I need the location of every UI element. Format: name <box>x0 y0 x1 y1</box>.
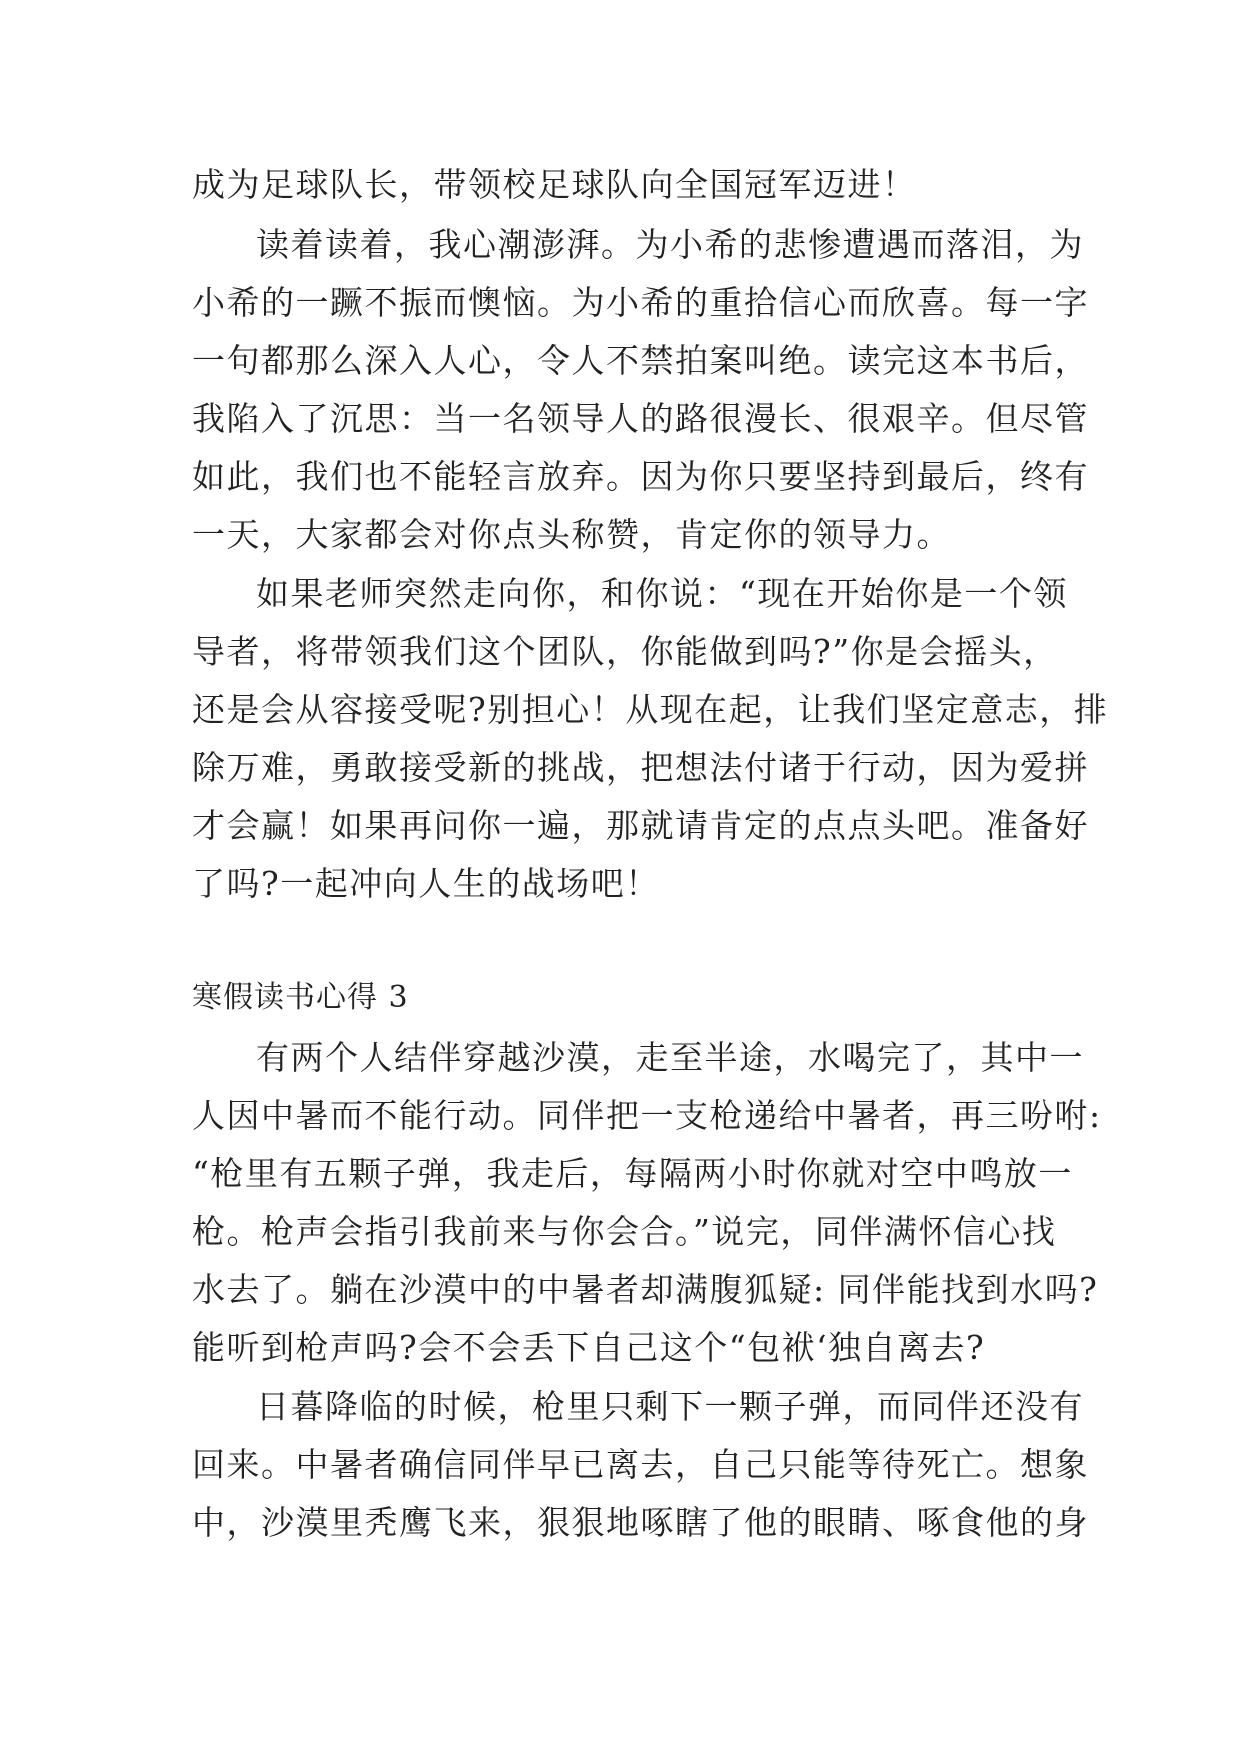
text-line: 枪。枪声会指引我前来与你会合。”说完，同伴满怀信心找 <box>192 1212 1057 1251</box>
text-line: 除万难，勇敢接受新的挑战，把想法付诸于行动，因为爱拼 <box>192 748 1089 787</box>
text-line: 成为足球队长，带领校足球队向全国冠军迈进！ <box>192 165 917 204</box>
text-line: 小希的一蹶不振而懊恼。为小希的重拾信心而欣喜。每一字 <box>192 283 1089 322</box>
text-line: 了吗?一起冲向人生的战场吧！ <box>192 864 660 903</box>
text-line: 还是会从容接受呢?别担心！从现在起，让我们坚定意志，排 <box>192 690 1109 729</box>
text-line: 我陷入了沉思：当一名领导人的路很漫长、很艰辛。但尽管 <box>192 399 1089 438</box>
text-line: 回来。中暑者确信同伴早已离去，自己只能等待死亡。想象 <box>192 1445 1089 1484</box>
text-line: 一天，大家都会对你点头称赞，肯定你的领导力。 <box>192 515 951 554</box>
section-heading: 寒假读书心得 3 <box>192 980 409 1015</box>
text-line: 如果老师突然走向你，和你说：“现在开始你是一个领 <box>256 574 1068 613</box>
text-line: 导者，将带领我们这个团队，你能做到吗?”你是会摇头， <box>192 632 1058 671</box>
text-line: 读着读着，我心潮澎湃。为小希的悲惨遭遇而落泪，为 <box>256 225 1084 264</box>
text-line: 能听到枪声吗?会不会丢下自己这个“包袱‘独自离去? <box>192 1328 986 1367</box>
text-line: 有两个人结伴穿越沙漠，走至半途，水喝完了，其中一 <box>256 1038 1084 1077</box>
text-line: 中，沙漠里秃鹰飞来，狠狠地啄瞎了他的眼睛、啄食他的身 <box>192 1503 1089 1542</box>
text-line: 日暮降临的时候，枪里只剩下一颗子弹，而同伴还没有 <box>256 1387 1084 1426</box>
text-line: “枪里有五颗子弹，我走后，每隔两小时你就对空中鸣放一 <box>192 1154 1073 1193</box>
text-line: 如此，我们也不能轻言放弃。因为你只要坚持到最后，终有 <box>192 457 1089 496</box>
text-line: 才会赢！如果再问你一遍，那就请肯定的点点头吧。准备好 <box>192 806 1089 845</box>
text-line: 一句都那么深入人心，令人不禁拍案叫绝。读完这本书后， <box>192 341 1089 380</box>
text-line: 人因中暑而不能行动。同伴把一支枪递给中暑者，再三吩咐: <box>192 1096 1102 1135</box>
text-line: 水去了。躺在沙漠中的中暑者却满腹狐疑: 同伴能找到水吗? <box>192 1270 1099 1309</box>
